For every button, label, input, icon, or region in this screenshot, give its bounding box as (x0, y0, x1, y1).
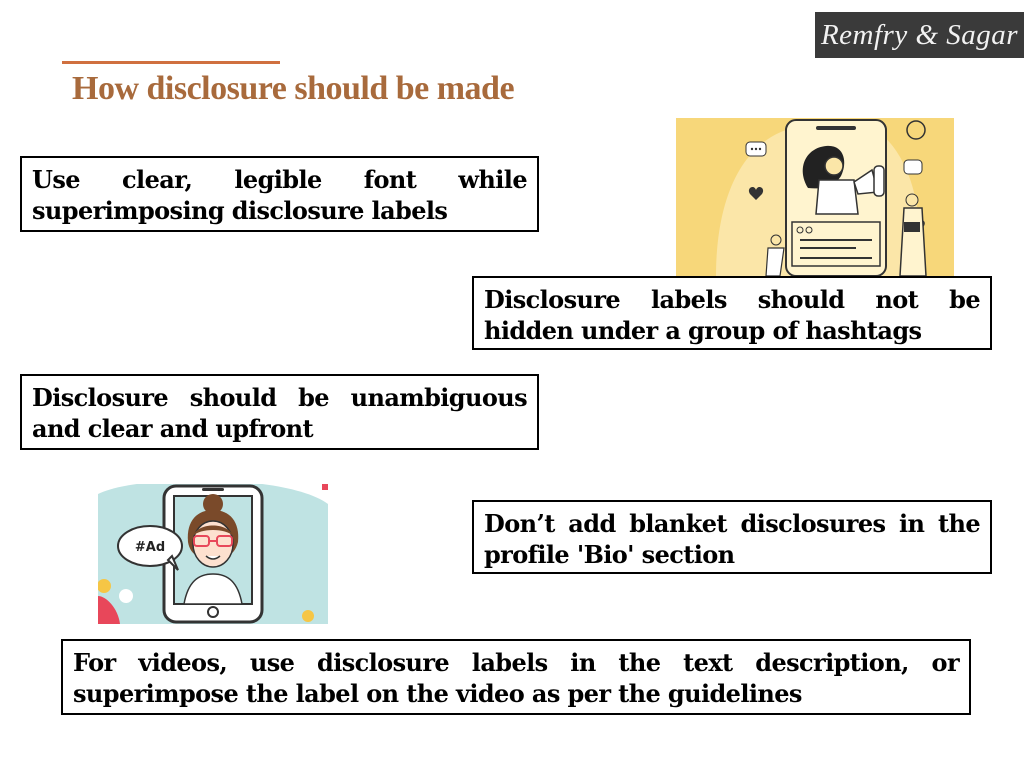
guideline-box-videos: For videos, use disclosure labels in the text description, or superimpose the label on the video as per the guidelines (61, 639, 971, 715)
guideline-box-bio: Don’t add blanket disclosures in the profile 'Bio' section (472, 500, 992, 574)
guideline-box-unambiguous: Disclosure should be unambiguous and clear and upfront (20, 374, 539, 450)
ad-bubble-text: #Ad (134, 540, 166, 555)
guideline-box-legible-font: Use clear, legible font while superimposing disclosure labels (20, 156, 539, 232)
guideline-box-hashtags: Disclosure labels should not be hidden under a group of hashtags (472, 276, 992, 350)
influencer-megaphone-illustration (676, 118, 954, 276)
brand-logo: Remfry & Sagar (815, 12, 1024, 58)
page-title: How disclosure should be made (72, 70, 515, 107)
title-accent-line (62, 61, 280, 64)
influencer-ad-illustration (98, 484, 328, 624)
